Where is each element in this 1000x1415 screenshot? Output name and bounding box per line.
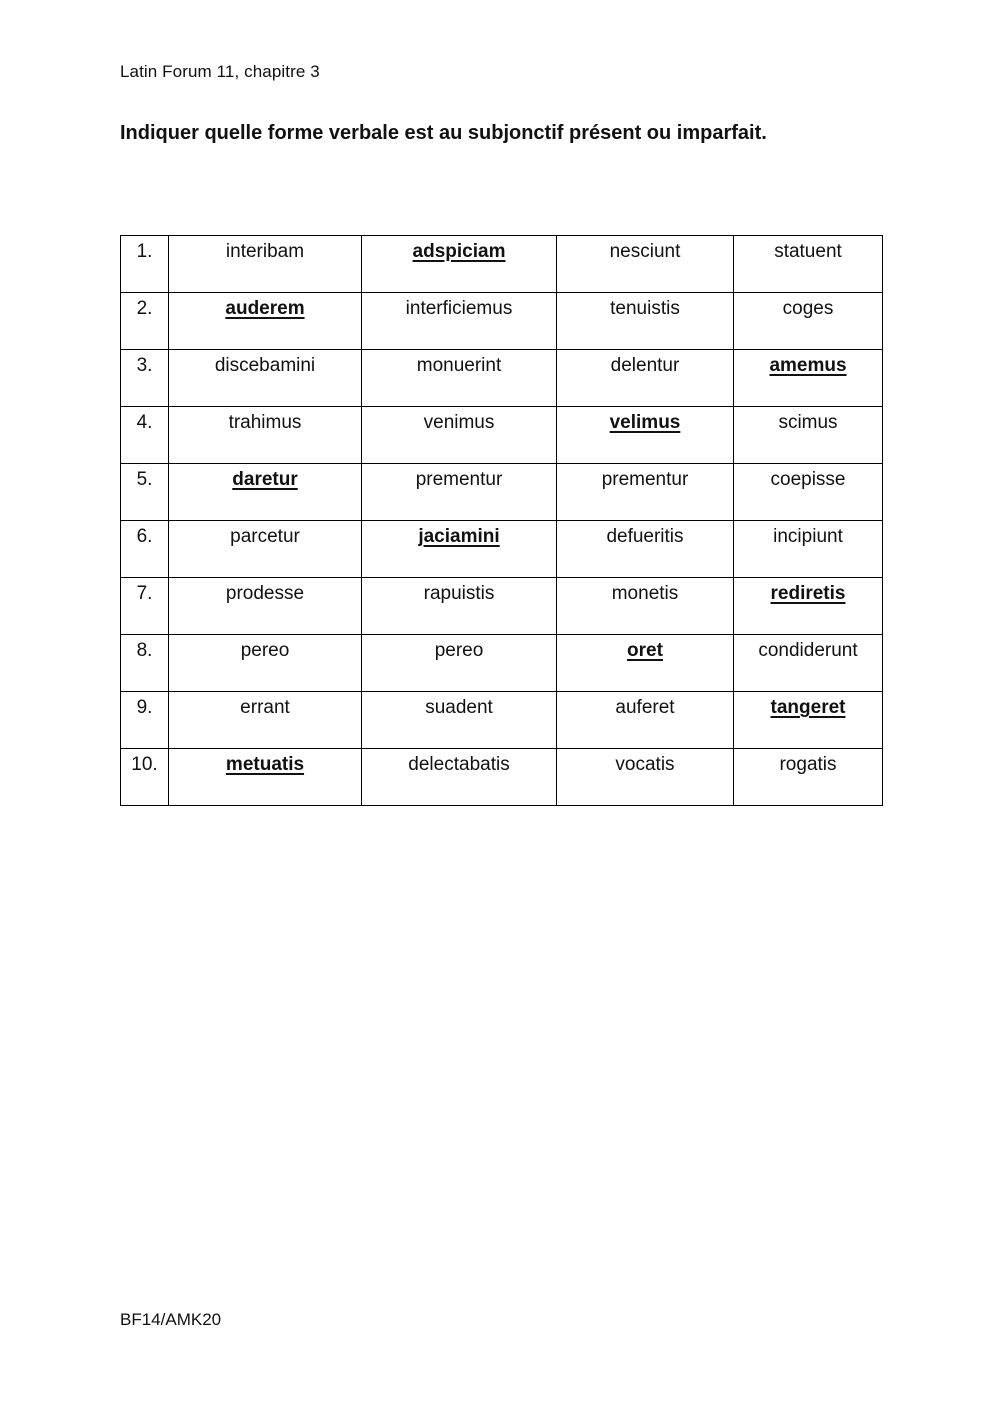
verb-cell [557,692,734,749]
subjunctive-answer: metuatis [225,754,305,775]
table-row [121,521,883,578]
verb-cell [169,578,362,635]
verb-cell [362,521,557,578]
verb-cell [362,749,557,806]
verb-cell [734,293,883,350]
verb-form: rapuistis [423,583,495,604]
row-number: 8. [121,635,169,692]
table-row [121,350,883,407]
verb-form: tenuistis [610,298,680,319]
row-number: 2. [121,293,169,350]
verb-cell [169,635,362,692]
verb-form: nesciunt [609,241,681,262]
verb-cell [169,293,362,350]
verb-cell [557,236,734,293]
subjunctive-answer: oret [627,640,663,661]
verb-cell [734,749,883,806]
verb-form: delectabatis [408,754,510,775]
verb-form: prodesse [225,583,305,604]
verb-cell [734,521,883,578]
verb-form: suadent [425,697,493,718]
verb-form: venimus [423,412,495,433]
verb-form: condiderunt [758,640,858,661]
verb-cell [362,350,557,407]
row-number: 5. [121,464,169,521]
verb-form: monetis [611,583,679,604]
verb-form: auferet [615,697,675,718]
table-row [121,236,883,293]
verb-cell [557,578,734,635]
table-row [121,293,883,350]
verb-form: pereo [240,640,290,661]
verb-cell [362,236,557,293]
verb-form: pereo [434,640,484,661]
verb-form-table [120,235,883,806]
row-number: 3. [121,350,169,407]
exercise-instruction: Indiquer quelle forme verbale est au subjonctif présent ou imparfait. [120,122,767,144]
verb-form: errant [240,697,290,718]
verb-form: rogatis [779,754,837,775]
subjunctive-answer: auderem [225,298,305,319]
verb-form: interficiemus [405,298,513,319]
verb-cell [362,578,557,635]
row-number: 4. [121,407,169,464]
verb-cell [734,692,883,749]
verb-cell [362,407,557,464]
table-row [121,692,883,749]
subjunctive-answer: jaciamini [418,526,500,547]
row-number: 7. [121,578,169,635]
verb-cell [169,521,362,578]
subjunctive-answer: velimus [609,412,681,433]
row-number: 1. [121,236,169,293]
table-row [121,407,883,464]
verb-cell [169,236,362,293]
row-number: 6. [121,521,169,578]
subjunctive-answer: amemus [769,355,847,376]
verb-cell [169,407,362,464]
verb-cell [169,464,362,521]
verb-cell [169,749,362,806]
verb-cell [557,749,734,806]
table-row [121,635,883,692]
verb-form: vocatis [615,754,675,775]
row-number: 9. [121,692,169,749]
table-row [121,464,883,521]
verb-cell [362,293,557,350]
subjunctive-answer: rediretis [770,583,846,604]
verb-cell [734,350,883,407]
verb-form: monuerint [416,355,502,376]
verb-cell [557,407,734,464]
verb-cell [362,692,557,749]
verb-cell [734,578,883,635]
table-body [121,236,883,806]
verb-form: coepisse [770,469,846,490]
table-row [121,749,883,806]
verb-cell [557,350,734,407]
verb-cell [734,464,883,521]
verb-form: incipiunt [773,526,843,547]
verb-cell [557,521,734,578]
verb-cell [362,464,557,521]
verb-form: scimus [778,412,838,433]
document-footer: BF14/AMK20 [120,1310,222,1329]
verb-form: trahimus [228,412,302,433]
row-number: 10. [121,749,169,806]
verb-cell [734,635,883,692]
verb-form: prementur [415,469,503,490]
verb-form: defueritis [606,526,684,547]
document-header: Latin Forum 11, chapitre 3 [120,62,320,81]
verb-cell [734,407,883,464]
verb-cell [557,464,734,521]
verb-form: discebamini [214,355,316,376]
verb-cell [169,692,362,749]
verb-cell [362,635,557,692]
verb-form: coges [782,298,834,319]
verb-cell [169,350,362,407]
subjunctive-answer: adspiciam [412,241,506,262]
verb-cell [557,635,734,692]
verb-form: interibam [225,241,305,262]
verb-form: statuent [774,241,842,262]
verb-form: parcetur [230,526,300,547]
subjunctive-answer: daretur [232,469,298,490]
table-row [121,578,883,635]
verb-form: prementur [601,469,689,490]
verb-form: delentur [610,355,680,376]
verb-cell [734,236,883,293]
verb-cell [557,293,734,350]
subjunctive-answer: tangeret [770,697,846,718]
